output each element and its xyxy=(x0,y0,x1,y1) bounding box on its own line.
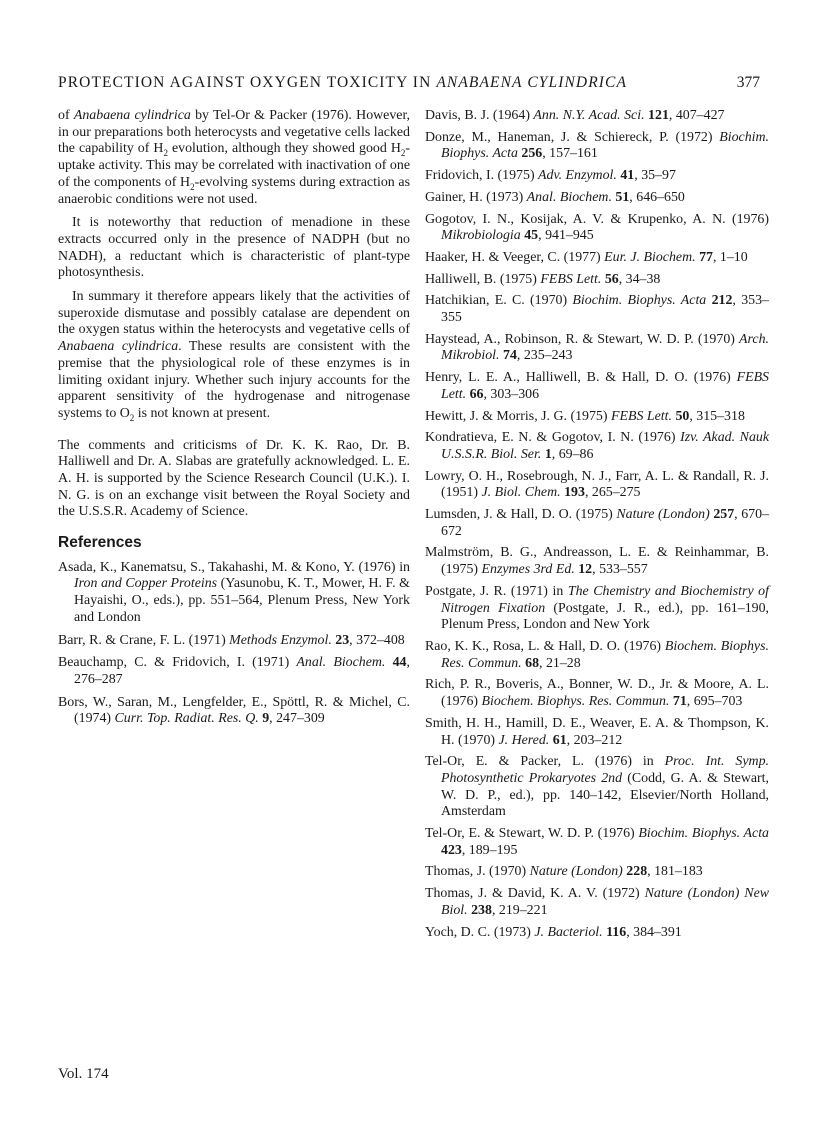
references-heading: References xyxy=(58,534,142,552)
reference-entry: Malmström, B. G., Andreasson, L. E. & Reinhammar, B. (1975) Enzymes 3rd Ed. 12, 533–557 xyxy=(425,545,769,578)
reference-entry: Tel-Or, E. & Stewart, W. D. P. (1976) Biochim. Biophys. Acta 423, 189–195 xyxy=(425,826,769,858)
reference-entry: Haaker, H. & Veeger, C. (1977) Eur. J. Biochem. 77, 1–10 xyxy=(425,249,748,265)
reference-entry: Henry, L. E. A., Halliwell, B. & Hall, D. O. (1976) FEBS Lett. 66, 303–306 xyxy=(425,370,769,402)
reference-entry: Hatchikian, E. C. (1970) Biochim. Biophys. Acta 212, 353–355 xyxy=(425,293,769,326)
reference-entry: Hewitt, J. & Morris, J. G. (1975) FEBS Lett. 50, 315–318 xyxy=(425,408,745,424)
reference-list-right xyxy=(425,108,769,941)
reference-entry: Thomas, J. & David, K. A. V. (1972) Nature (London) New Biol. 238, 219–221 xyxy=(425,886,770,918)
paragraph: of Anabaena cylindrica by Tel-Or & Packer (1976). However, in our preparations both heterocysts and vegetative cells lacked the capability of $H_2$ evolution, although they showed good $H_2$-uptake activity. This may be correlated with inactivation of one of the components of $H_2$-evolving systems during extraction as anaerobic conditions were not used. xyxy=(58,108,410,207)
reference-entry: Gainer, H. (1973) Anal. Biochem. 51, 646–650 xyxy=(425,189,685,205)
reference-entry: Yoch, D. C. (1973) J. Bacteriol. 116, 384–391 xyxy=(425,924,682,940)
reference-entry: Gogotov, I. N., Kosijak, A. V. & Krupenko, A. N. (1976) Mikrobiologia 45, 941–945 xyxy=(425,211,769,244)
reference-entry: Lowry, O. H., Rosebrough, N. J., Farr, A. L. & Randall, R. J. (1951) J. Biol. Chem. 193, 265–275 xyxy=(425,468,769,501)
reference-entry: Barr, R. & Crane, F. L. (1971) Methods Enzymol. 23, 372–408 xyxy=(58,632,405,648)
reference-entry: Beauchamp, C. & Fridovich, I. (1971) Anal. Biochem. 44, 276–287 xyxy=(58,655,410,687)
reference-entry: Davis, B. J. (1964) Ann. N.Y. Acad. Sci. 121, 407–427 xyxy=(425,108,725,123)
reference-entry: Rich, P. R., Boveris, A., Bonner, W. D., Jr. & Moore, A. L. (1976) Biochem. Biophys. Res. Commun. 71, 695–703 xyxy=(425,677,769,710)
reference-entry: Fridovich, I. (1975) Adv. Enzymol. 41, 35–97 xyxy=(425,168,676,184)
page-number: 377 xyxy=(736,74,760,91)
paragraph: It is noteworthy that reduction of menadione in these extracts occurred only in the presence of NADPH (but no NADH), a reductant which is characteristic of plant-type photosynthesis. xyxy=(58,215,410,281)
reference-entry: Lumsden, J. & Hall, D. O. (1975) Nature (London) 257, 670–672 xyxy=(425,507,769,539)
reference-entry: Rao, K. K., Rosa, L. & Hall, D. O. (1976) Biochem. Biophys. Res. Commun. 68, 21–28 xyxy=(425,638,769,671)
reference-entry: Smith, H. H., Hamill, D. E., Weaver, E. A. & Thompson, K. H. (1970) J. Hered. 61, 203–212 xyxy=(425,715,769,748)
reference-entry: Donze, M., Haneman, J. & Schiereck, P. (1972) Biochim. Biophys. Acta 256, 157–161 xyxy=(425,129,769,162)
footer-volume: Vol. 174 xyxy=(58,1066,109,1082)
right-column xyxy=(425,108,769,946)
running-title: PROTECTION AGAINST OXYGEN TOXICITY IN ANABAENA CYLINDRICA xyxy=(58,74,628,91)
reference-entry: Halliwell, B. (1975) FEBS Lett. 56, 34–38 xyxy=(425,271,661,287)
reference-entry: Asada, K., Kanematsu, S., Takahashi, M. & Kono, Y. (1976) in Iron and Copper Proteins (Yasunobu, K. T., Mower, H. F. & Hayaishi, O., eds.), pp. 551–564, Plenum Press, New York and London xyxy=(58,559,410,625)
acknowledgement: The comments and criticisms of Dr. K. K. Rao, Dr. B. Halliwell and Dr. A. Slabas are gratefully acknowledged. L. E. A. H. is supported by the Science Research Council (U.K.). I. N. G. is on an exchange visit between the Royal Society and the U.S.S.R. Academy of Science. xyxy=(58,437,410,520)
body-text xyxy=(58,108,410,423)
reference-entry: Thomas, J. (1970) Nature (London) 228, 181–183 xyxy=(425,864,703,880)
reference-entry: Haystead, A., Robinson, R. & Stewart, W. D. P. (1970) Arch. Mikrobiol. 74, 235–243 xyxy=(425,331,769,364)
paragraph: In summary it therefore appears likely that the activities of superoxide dismutase and possibly catalase are dependent on the oxygen status within the heterocysts and vegetative cells of Anabaena cylindrica. These results are consistent with the premise that the physiological role of these enzymes is in limiting oxidant injury. Whether such injury accounts for the apparent sensitivity of the hydrogenase and nitrogenase systems to $O_2$ is not known at present. xyxy=(58,289,410,423)
reference-entry: Tel-Or, E. & Packer, L. (1976) in Proc. Int. Symp. Photosynthetic Prokaryotes 2nd (Codd, G. A. & Stewart, W. D. P., ed.), pp. 140–142, Elsevier/North Holland, Amsterdam xyxy=(425,754,769,820)
reference-list-left xyxy=(58,560,410,728)
reference-entry: Bors, W., Saran, M., Lengfelder, E., Spöttl, R. & Michel, C. (1974) Curr. Top. Radiat. Res. Q. 9, 247–309 xyxy=(58,694,410,727)
reference-entry: Kondratieva, E. N. & Gogotov, I. N. (1976) Izv. Akad. Nauk U.S.S.R. Biol. Ser. 1, 69–86 xyxy=(425,430,769,462)
running-header xyxy=(58,74,760,94)
reference-entry: Postgate, J. R. (1971) in The Chemistry and Biochemistry of Nitrogen Fixation (Postgate, J. R., ed.), pp. 161–190, Plenum Press, London and New York xyxy=(425,583,769,633)
left-column xyxy=(58,108,410,734)
